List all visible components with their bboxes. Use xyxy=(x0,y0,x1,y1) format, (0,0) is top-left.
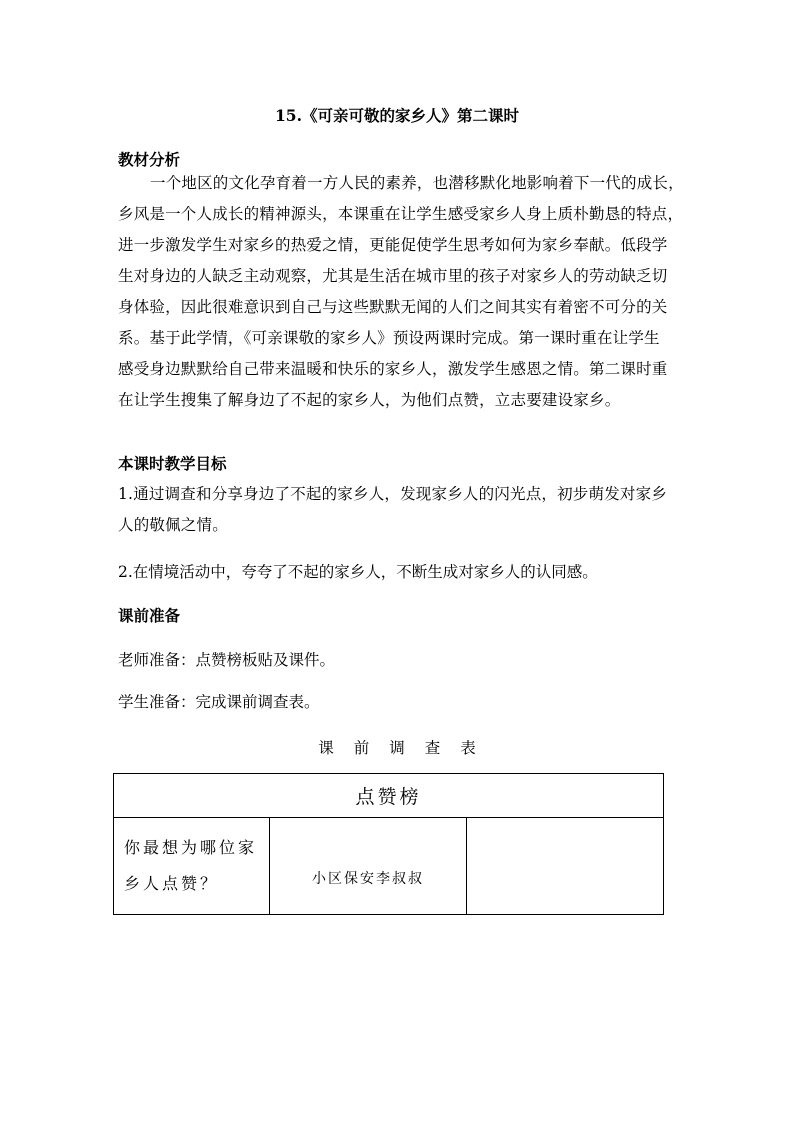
textbook-analysis-paragraph xyxy=(118,168,684,416)
table-row xyxy=(114,818,664,915)
page-title: 15.《可亲可敬的家乡人》第二课时 xyxy=(275,106,519,125)
paragraph-line: 系。基于此学情，《可亲课敬的家乡人》预设两课时完成。第一课时重在让学生 xyxy=(118,329,660,347)
paragraph-line: 一个地区的文化孕育着一方人民的素养，也潜移默化地影响着下一代的成长， xyxy=(150,174,684,192)
paragraph-line: 生对身边的人缺乏主动观察，尤其是生活在城市里的孩子对家乡人的劳动缺乏切 xyxy=(118,267,668,285)
answer-cell: 小区保安李叔叔 xyxy=(270,818,467,915)
goal-1-line: 人的敬佩之情。 xyxy=(118,516,228,534)
heading-textbook-analysis: 教材分析 xyxy=(118,150,181,169)
goal-2: 2.在情境活动中，夸夸了不起的家乡人，不断生成对家乡人的认同感。 xyxy=(118,563,598,581)
question-cell xyxy=(114,818,270,915)
table-header-cell: 点赞榜 xyxy=(114,774,664,818)
table-header-row xyxy=(114,774,664,818)
table-caption: 课前调查表 xyxy=(318,739,496,757)
empty-cell xyxy=(467,818,664,915)
goal-1 xyxy=(118,479,680,541)
paragraph-line: 乡风是一个人成长的精神源头，本课重在让学生感受家乡人身上质朴勤恳的特点， xyxy=(118,205,684,223)
paragraph-line: 在让学生搜集了解身边了不起的家乡人，为他们点赞，立志要建设家乡。 xyxy=(118,391,621,409)
heading-teaching-goals: 本课时教学目标 xyxy=(118,454,227,473)
survey-table xyxy=(113,773,664,915)
paragraph-line: 身体验，因此很难意识到自己与这些默默无闻的人们之间其实有着密不可分的关 xyxy=(118,298,668,316)
heading-preparation: 课前准备 xyxy=(118,606,181,625)
paragraph-line: 进一步激发学生对家乡的热爱之情，更能促使学生思考如何为家乡奉献。低段学 xyxy=(118,236,668,254)
goal-1-line: 1.通过调查和分享身边了不起的家乡人，发现家乡人的闪光点，初步萌发对家乡 xyxy=(118,485,667,503)
teacher-preparation: 老师准备：点赞榜板贴及课件。 xyxy=(118,651,336,669)
question-line: 你最想为哪位家 xyxy=(124,838,258,857)
paragraph-line: 感受身边默默给自己带来温暖和快乐的家乡人，激发学生感恩之情。第二课时重 xyxy=(118,360,668,378)
student-preparation: 学生准备：完成课前调查表。 xyxy=(118,693,320,711)
question-line: 乡人点赞？ xyxy=(124,874,220,893)
